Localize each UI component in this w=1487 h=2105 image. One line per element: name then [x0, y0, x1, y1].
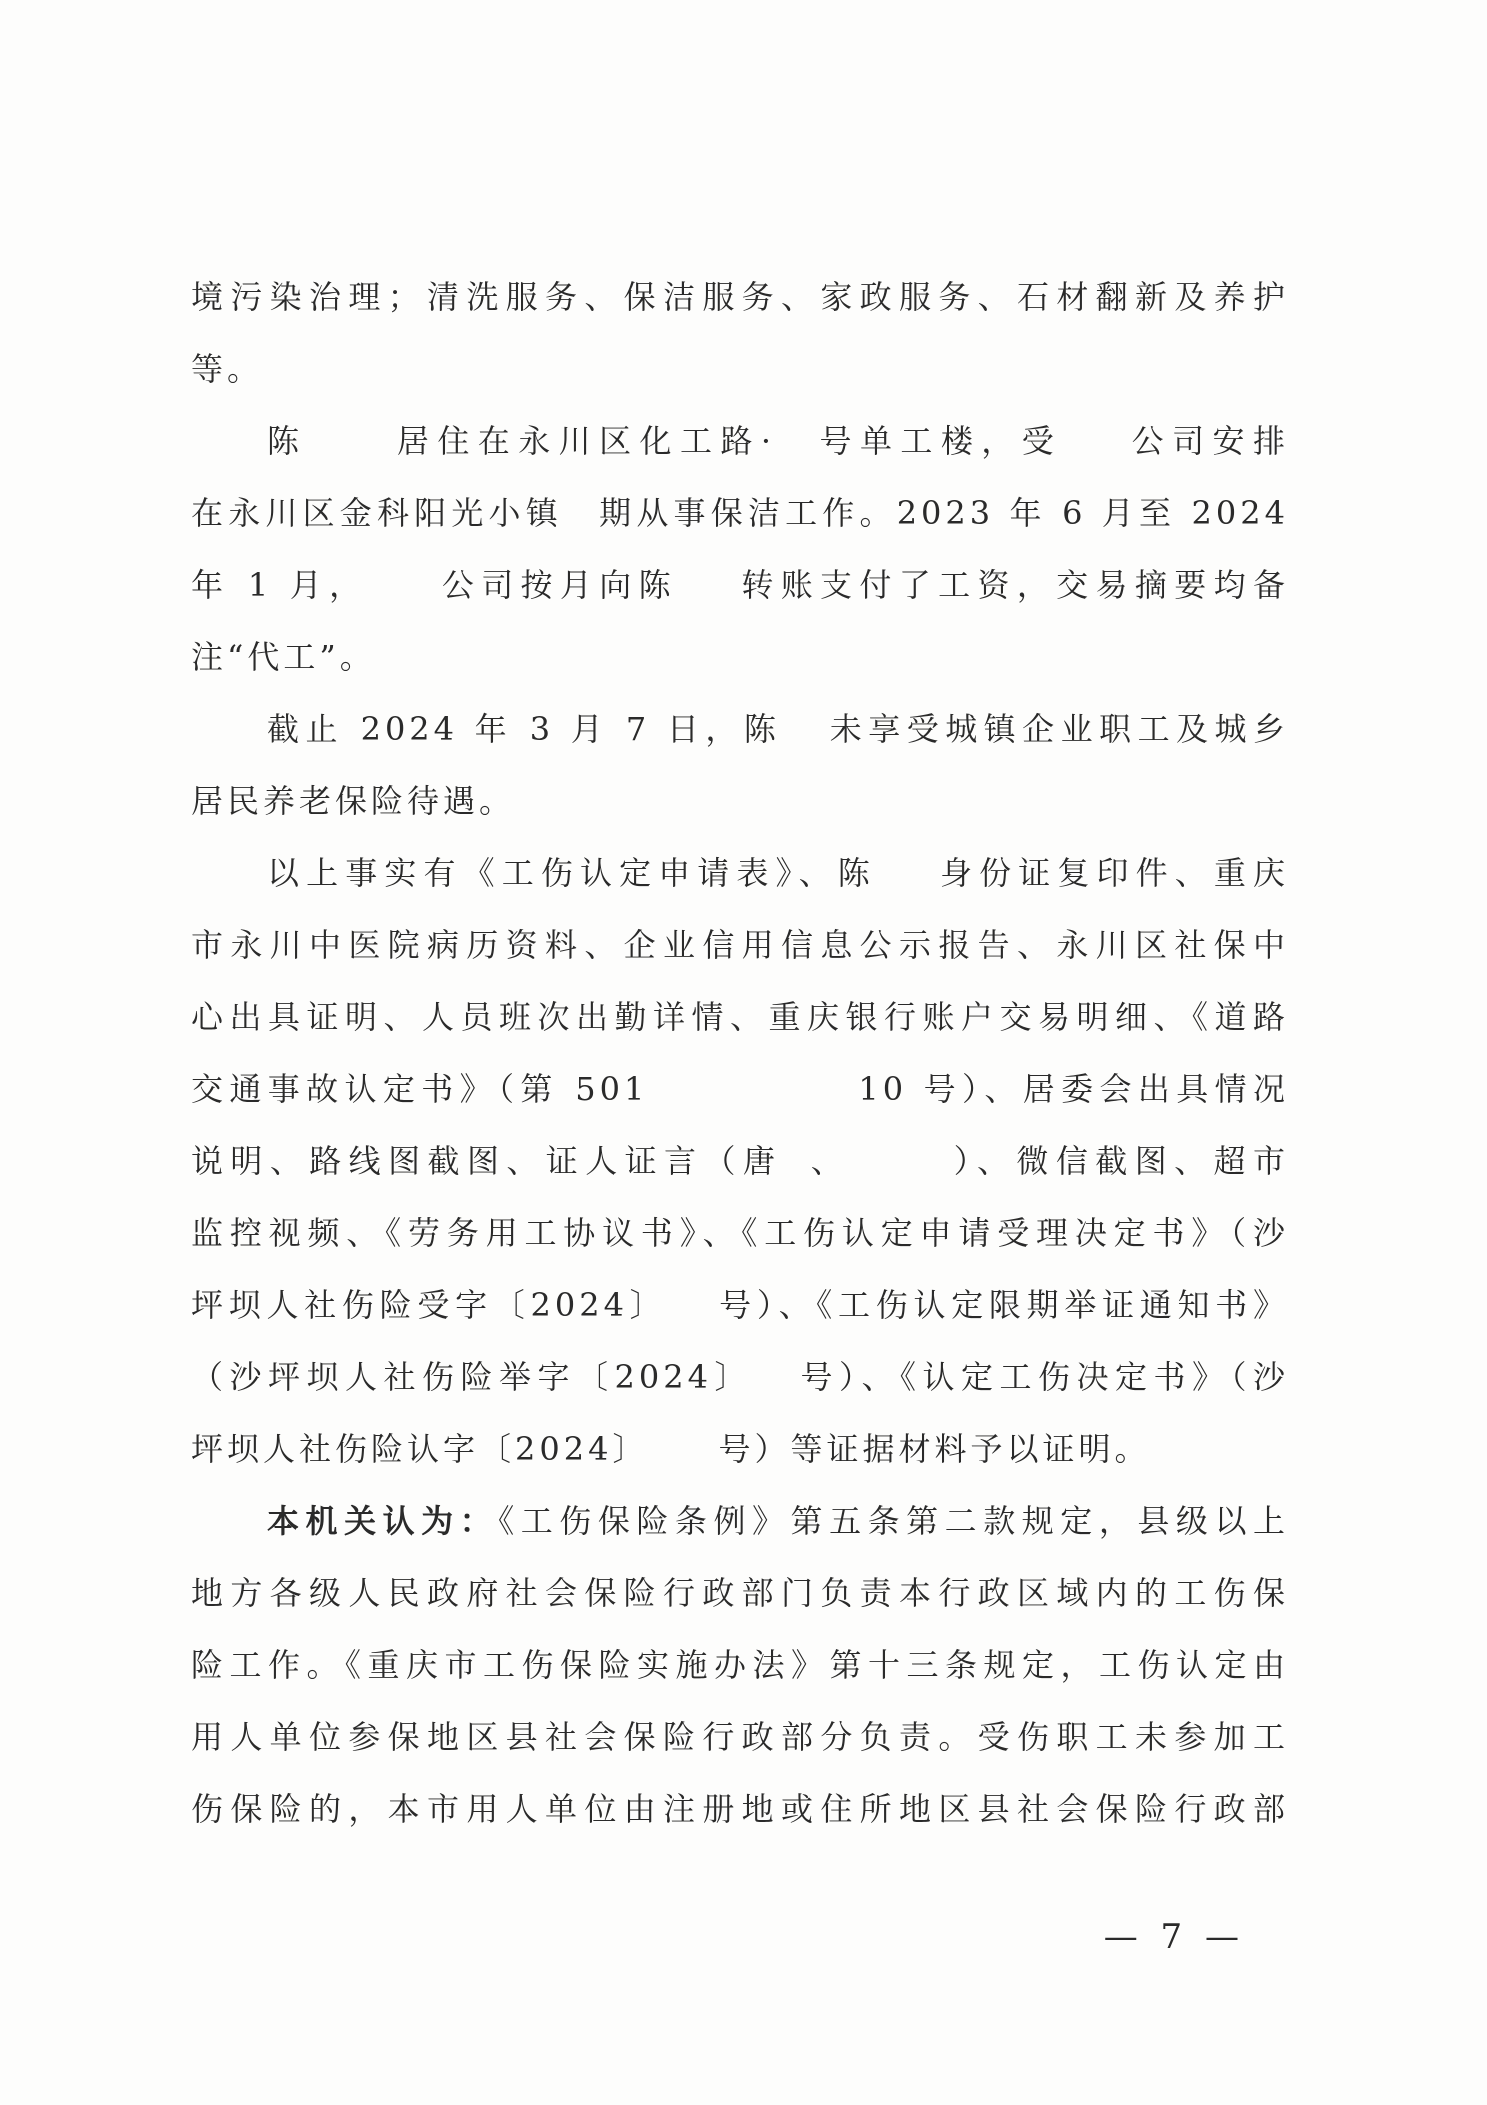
text-segment: 用人单位参保地区县社会保险行政部分负责。受伤职工未参加工 — [191, 1718, 1289, 1756]
text-segment: 陈 — [267, 422, 308, 460]
text-line — [191, 1053, 1289, 1125]
redaction-mask — [850, 1148, 950, 1180]
text-segment: 号）、《工伤认定限期举证通知书》 — [717, 1286, 1289, 1324]
text-segment: 号）、《认定工伤决定书》（沙 — [797, 1358, 1289, 1396]
text-segment: 说明、路线图截图、证人证言（唐 — [191, 1142, 783, 1180]
redaction-mask — [782, 716, 827, 748]
text-segment: 在永川区金科阳光小镇 — [191, 494, 563, 532]
text-segment: 交通事故认定书》（第 501 — [191, 1070, 649, 1108]
text-segment: 以上事实有《工伤认定申请表》、陈 — [267, 854, 877, 892]
text-segment: 公司安排 — [1127, 422, 1289, 460]
redaction-mask — [753, 1364, 798, 1396]
redaction-mask — [368, 572, 438, 604]
text-segment: 未享受城镇企业职工及城乡 — [827, 710, 1289, 748]
section-lead-in: 本机关认为： — [267, 1502, 499, 1540]
text-line — [191, 1125, 1289, 1197]
redaction-mask — [307, 428, 392, 460]
text-line — [191, 981, 1289, 1053]
redaction-mask — [648, 1436, 718, 1468]
text-segment: 转账支付了工资，交易摘要均备 — [737, 566, 1289, 604]
text-line — [191, 765, 1289, 837]
text-segment: 10 号）、居委会出具情况 — [858, 1070, 1289, 1108]
text-line — [191, 1629, 1289, 1701]
redaction-mask — [648, 1076, 858, 1108]
text-line — [191, 621, 1289, 693]
text-segment: 注“代工”。 — [191, 638, 376, 676]
text-line — [191, 909, 1289, 981]
text-segment: 伤保险的，本市用人单位由注册地或住所地区县社会保险行政部 — [191, 1790, 1289, 1828]
redaction-mask — [775, 428, 815, 460]
redaction-mask — [877, 860, 937, 892]
text-line — [191, 1701, 1289, 1773]
text-segment: 身份证复印件、重庆 — [936, 854, 1289, 892]
text-line — [191, 837, 1289, 909]
text-segment: 《工伤保险条例》第五条第二款规定，县级以上 — [498, 1502, 1289, 1540]
text-segment: 坪坝人社伤险受字〔2024〕 — [191, 1286, 668, 1324]
text-segment: 、 — [807, 1142, 851, 1180]
redaction-mask — [667, 1292, 717, 1324]
text-line — [191, 1413, 1289, 1485]
text-segment: 年 1 月， — [191, 566, 369, 604]
text-line — [191, 1197, 1289, 1269]
text-segment: 险工作。《重庆市工伤保险实施办法》第十三条规定，工伤认定由 — [191, 1646, 1289, 1684]
text-segment: 号）等证据材料予以证明。 — [718, 1430, 1151, 1468]
text-segment: ）、微信截图、超市 — [950, 1142, 1289, 1180]
text-line — [191, 1485, 1289, 1557]
text-line — [191, 405, 1289, 477]
text-line — [191, 1557, 1289, 1629]
text-line — [191, 333, 1289, 405]
redaction-mask — [678, 572, 738, 604]
text-segment: 截止 2024 年 3 月 7 日，陈 — [267, 710, 783, 748]
text-segment: 公司按月向陈 — [438, 566, 678, 604]
redaction-mask — [563, 500, 598, 532]
page-number: — 7 — — [1103, 1917, 1245, 1957]
text-segment: （沙坪坝人社伤险举字〔2024〕 — [191, 1358, 753, 1396]
text-segment: 境污染治理；清洗服务、保洁服务、家政服务、石材翻新及养护 — [191, 278, 1289, 316]
text-segment: 心出具证明、人员班次出勤详情、重庆银行账户交易明细、《道路 — [191, 998, 1289, 1036]
text-line — [191, 1269, 1289, 1341]
redaction-mask — [782, 1148, 807, 1180]
text-line — [191, 261, 1289, 333]
text-segment: 期从事保洁工作。2023 年 6 月至 2024 — [597, 494, 1289, 532]
text-segment: 等。 — [191, 350, 264, 388]
body-text — [191, 261, 1289, 1845]
text-line — [191, 1773, 1289, 1845]
text-segment: 号单工楼，受 — [815, 422, 1063, 460]
text-line — [191, 1341, 1289, 1413]
text-segment: 市永川中医院病历资料、企业信用信息公示报告、永川区社保中 — [191, 926, 1289, 964]
text-segment: 地方各级人民政府社会保险行政部门负责本行政区域内的工伤保 — [191, 1574, 1289, 1612]
text-line — [191, 693, 1289, 765]
text-line — [191, 477, 1289, 549]
text-line — [191, 549, 1289, 621]
text-segment: 坪坝人社伤险认字〔2024〕 — [191, 1430, 649, 1468]
text-segment: 监控视频、《劳务用工协议书》、《工伤认定申请受理决定书》（沙 — [191, 1214, 1289, 1252]
text-segment: 居住在永川区化工路· — [392, 422, 776, 460]
redaction-mask — [1062, 428, 1127, 460]
text-segment: 居民养老保险待遇。 — [191, 782, 516, 820]
